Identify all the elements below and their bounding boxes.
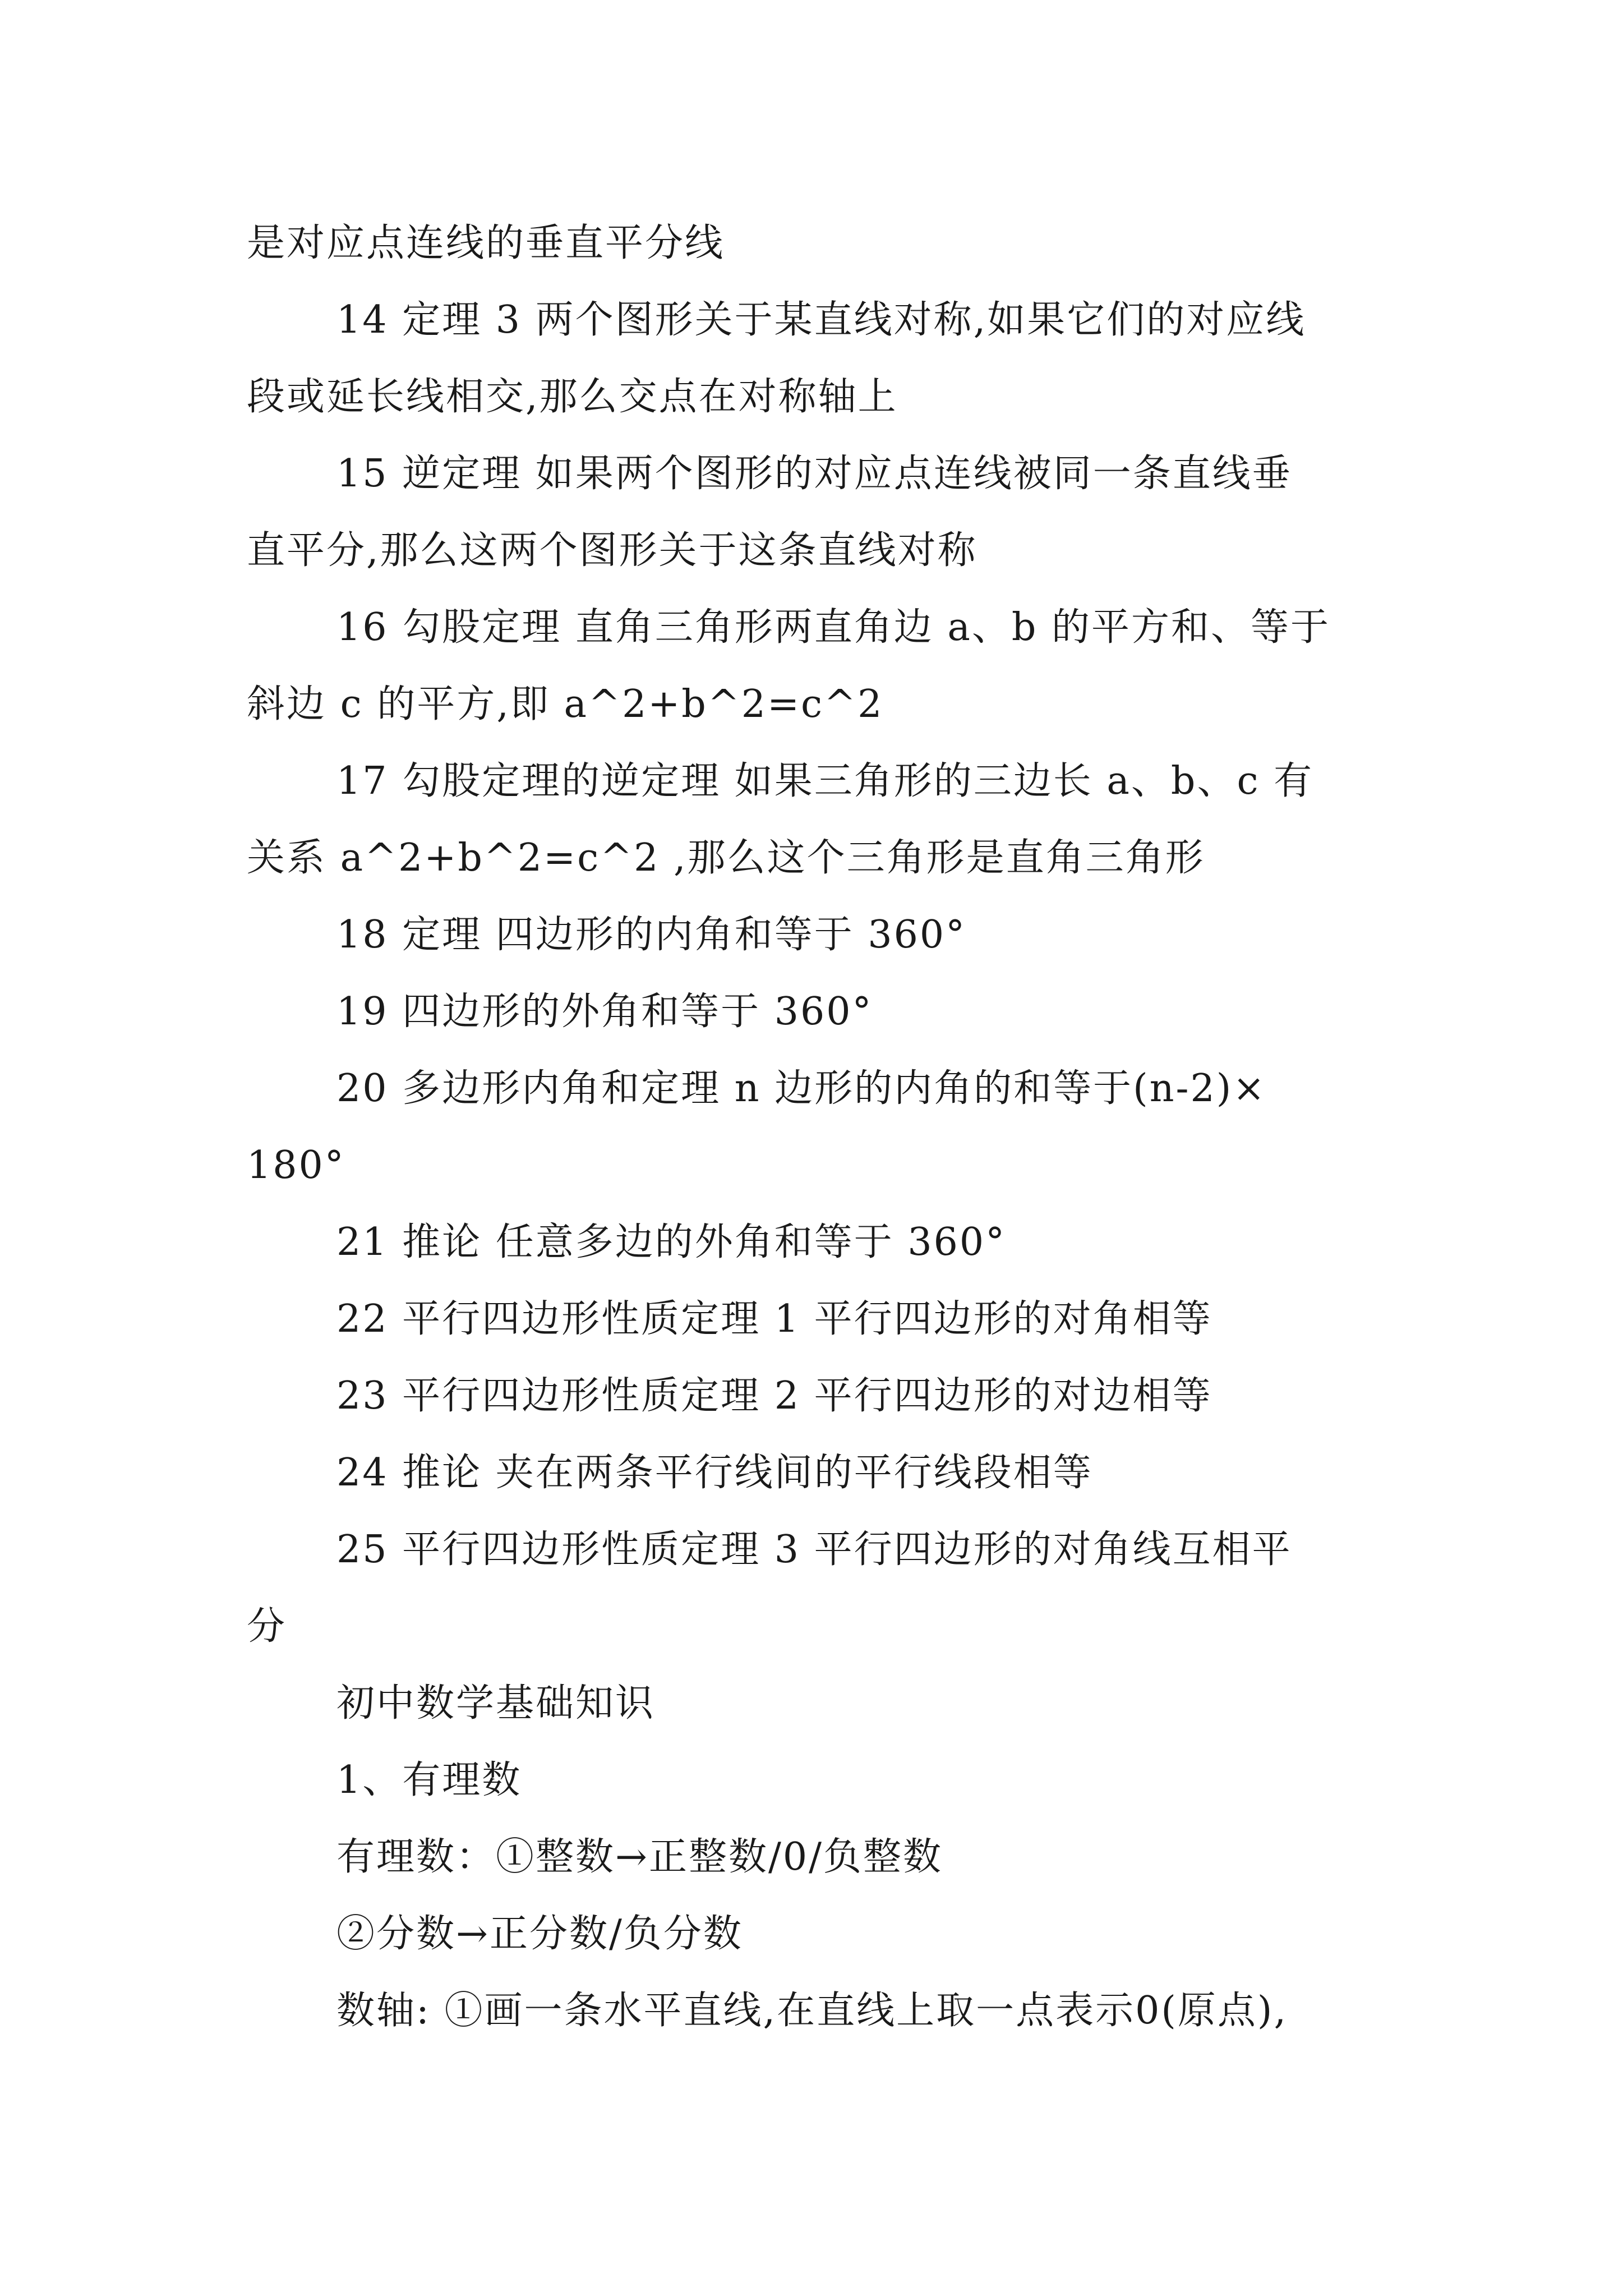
text-line: 16 勾股定理 直角三角形两直角边 a、b 的平方和、等于 [336,605,1331,650]
text-line: 分 [247,1604,287,1649]
text-line: 24 推论 夹在两条平行线间的平行线段相等 [336,1451,1093,1495]
text-line: 是对应点连线的垂直平分线 [247,221,725,265]
text-line: 数轴: ①画一条水平直线,在直线上取一点表示0(原点), [336,1989,1288,2033]
text-line: 关系 a^2+b^2=c^2 ,那么这个三角形是直角三角形 [247,836,1205,880]
text-line: 23 平行四边形性质定理 2 平行四边形的对边相等 [336,1374,1212,1418]
text-line: 14 定理 3 两个图形关于某直线对称,如果它们的对应线 [336,298,1306,342]
section-heading: 初中数学基础知识 [336,1681,656,1726]
text-line: 直平分,那么这两个图形关于这条直线对称 [247,528,978,573]
text-line: 25 平行四边形性质定理 3 平行四边形的对角线互相平 [336,1527,1292,1572]
text-line: 21 推论 任意多边的外角和等于 360° [336,1220,1007,1264]
text-line: 20 多边形内角和定理 n 边形的内角的和等于(n-2)× [336,1066,1267,1111]
text-line: 180° [247,1143,345,1188]
subsection-heading: 1、有理数 [336,1758,522,1802]
text-line: 19 四边形的外角和等于 360° [336,990,873,1034]
text-line: 斜边 c 的平方,即 a^2+b^2=c^2 [247,682,884,726]
text-line: 18 定理 四边形的内角和等于 360° [336,913,967,957]
text-line: 有理数：①整数→正整数/0/负整数 [336,1835,943,1879]
text-line: 15 逆定理 如果两个图形的对应点连线被同一条直线垂 [336,452,1292,496]
text-line: ②分数→正分数/负分数 [336,1912,743,1956]
text-line: 22 平行四边形性质定理 1 平行四边形的对角相等 [336,1297,1212,1341]
text-line: 段或延长线相交,那么交点在对称轴上 [247,375,898,419]
text-line: 17 勾股定理的逆定理 如果三角形的三边长 a、b、c 有 [336,759,1314,803]
